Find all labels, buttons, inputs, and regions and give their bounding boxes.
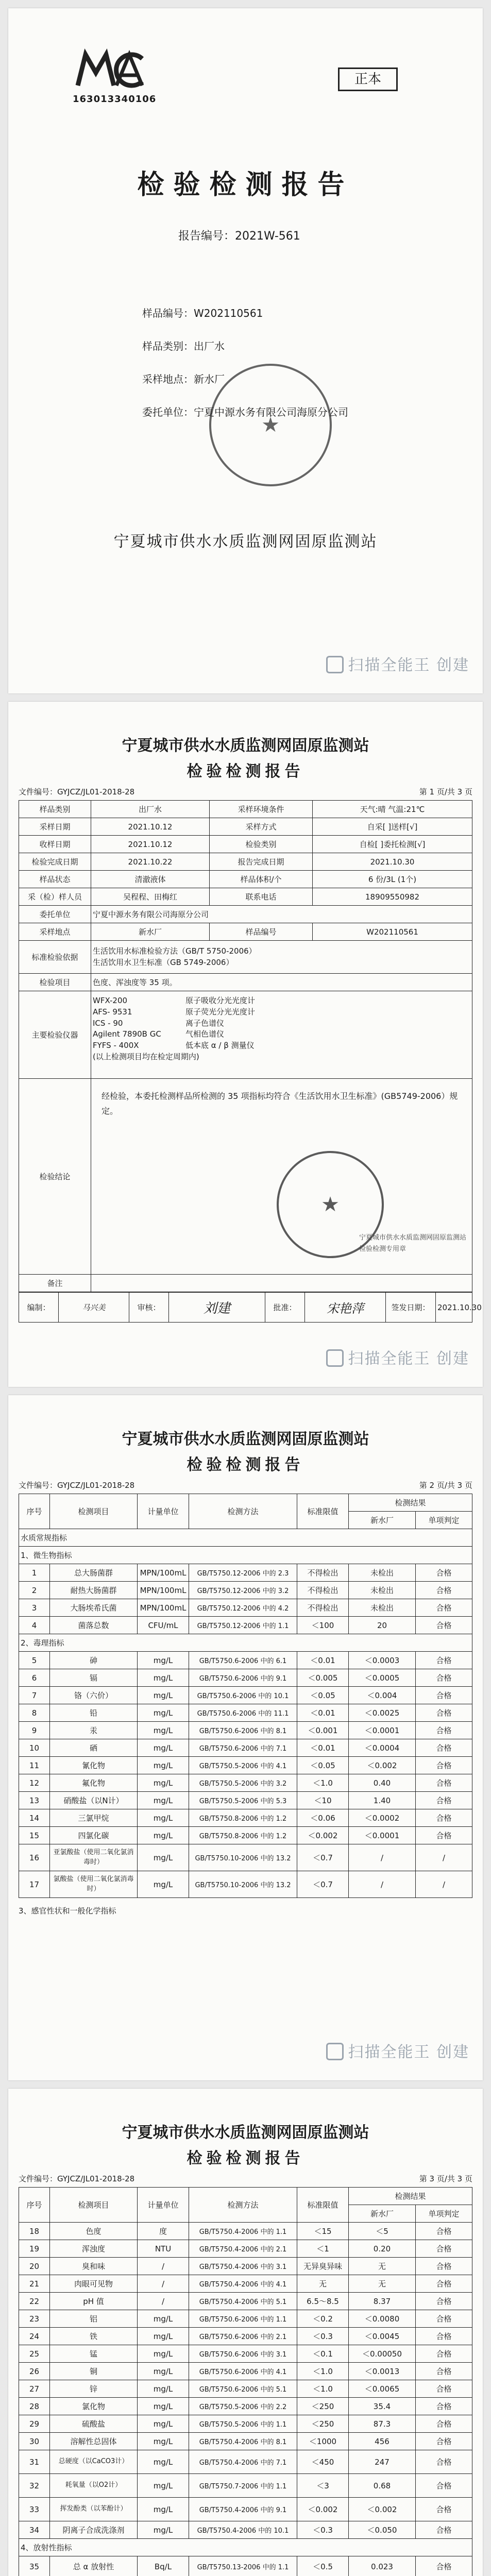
- cma-code: 163013340106: [73, 94, 157, 105]
- seal-text: 宁夏城市供水水质监测网固原监测站: [359, 1234, 467, 1242]
- page3-organization: 宁夏城市供水水质监测网固原监测站: [122, 1430, 369, 1448]
- field-sample-type: 样品类别：出厂水: [142, 340, 225, 352]
- cma-logo: [73, 49, 157, 105]
- conclusion-text: 经检验，本委托检测样品所检测的 35 项指标均符合《生活饮用水卫生标准》(GB5749-2006）规定。: [101, 1091, 458, 1116]
- page3-footer-note: 3、感官性状和一般化学指标: [19, 1906, 116, 1916]
- scanner-watermark: 扫描全能王 创建: [326, 2039, 469, 2062]
- page3-doc-number: 文件编号：GYJCZ/JL01-2018-28: [19, 1481, 135, 1490]
- section-row: 2、毒理指标: [19, 1634, 472, 1652]
- table-row: 29 硫酸盐 mg/L GB/T5750.5-2006 中的 1.1 ＜250 87.3 合格: [19, 2415, 472, 2433]
- issuing-organization: 宁夏城市供水水质监测网固原监测站: [113, 533, 378, 551]
- table-row: 15 四氯化碳 mg/L GB/T5750.8-2006 中的 1.2 ＜0.002 ＜0.0001 合格: [19, 1827, 472, 1844]
- original-badge: 正本: [338, 67, 398, 91]
- official-seal: [209, 364, 332, 486]
- table-row: 主要检验仪器 WFX-200 原子吸收分光光度计 AFS- 9531 原子荧光分光光度计 ICS - 90 离子色谱仪 Agilent 7890B GC 气相色谱仪 FYFS - 400X 低本底 α / β 测量仪 (以上检测项目均在检定周期内): [19, 991, 472, 1079]
- scanner-logo-icon: [326, 656, 344, 673]
- seal-star-icon: ★: [261, 413, 280, 437]
- table-row: 8 铅 mg/L GB/T5750.6-2006 中的 11.1 ＜0.01 ＜0.0025 合格: [19, 1704, 472, 1722]
- page2-doc-number: 文件编号：GYJCZ/JL01-2018-28: [19, 787, 135, 796]
- report-title: 检验检测报告: [137, 169, 354, 200]
- table-row: 35 总 α 放射性 Bq/L GB/T5750.13-2006 中的 1.1 ＜0.5 0.023 合格: [19, 2556, 472, 2576]
- page4-doc-number: 文件编号：GYJCZ/JL01-2018-28: [19, 2174, 135, 2183]
- table-row: 采样地点 新水厂 样品编号 W202110561: [19, 923, 472, 941]
- table-row: 20 臭和味 / GB/T5750.4-2006 中的 3.1 无异臭异味 无 合格: [19, 2258, 472, 2275]
- seal-subtext: 检验检测专用章: [359, 1245, 407, 1253]
- signature-table: 编制： 马兴美 审核： 刘建 批准： 宋艳萍 签发日期： 2021.10.30: [19, 1292, 472, 1323]
- table-row: 7 铬（六价） mg/L GB/T5750.6-2006 中的 10.1 ＜0.05 ＜0.004 合格: [19, 1687, 472, 1704]
- table-row: 采（检）样人员 吴程程、田梅红 联系电话 18909550982: [19, 888, 472, 906]
- table-row: 23 铝 mg/L GB/T5750.6-2006 中的 1.1 ＜0.2 ＜0.0080 合格: [19, 2310, 472, 2328]
- table-row: 检验结论 经检验，本委托检测样品所检测的 35 项指标均符合《生活饮用水卫生标准》(GB5749-2006）规定。 ★ 宁夏城市供水水质监测网固原监测站 检验检测专用章: [19, 1079, 472, 1275]
- table-row: 13 硝酸盐（以N计） mg/L GB/T5750.5-2006 中的 5.3 ＜10 1.40 合格: [19, 1792, 472, 1809]
- table-row: 27 锌 mg/L GB/T5750.6-2006 中的 5.1 ＜1.0 ＜0.0065 合格: [19, 2380, 472, 2398]
- table-row: 14 三氯甲烷 mg/L GB/T5750.8-2006 中的 1.2 ＜0.06 ＜0.0002 合格: [19, 1809, 472, 1827]
- summary-table: [19, 800, 472, 1292]
- table-row: 样品类别 出厂水 采样环境条件 天气:晴 气温:21℃: [19, 801, 472, 818]
- table-row: 采样日期 2021.10.12 采样方式 自采[ ]送样[√]: [19, 818, 472, 836]
- table-row: 28 氯化物 mg/L GB/T5750.5-2006 中的 2.2 ＜250 35.4 合格: [19, 2398, 472, 2415]
- table-row: 25 锰 mg/L GB/T5750.6-2006 中的 3.1 ＜0.1 ＜0.00050 合格: [19, 2345, 472, 2363]
- seal-star-icon: ★: [321, 1193, 340, 1216]
- table-row: 34 阴离子合成洗涤剂 mg/L GB/T5750.4-2006 中的 10.1 ＜0.3 ＜0.050 合格: [19, 2521, 472, 2539]
- table-row: 18 色度 度 GB/T5750.4-2006 中的 1.1 ＜15 ＜5 合格: [19, 2223, 472, 2240]
- table-row: 32 耗氧量（以O2计） mg/L GB/T5750.7-2006 中的 1.1 ＜3 0.68 合格: [19, 2474, 472, 2498]
- table-row: 26 铜 mg/L GB/T5750.6-2006 中的 4.1 ＜1.0 ＜0.0013 合格: [19, 2363, 472, 2380]
- page4-page-number: 第 3 页/共 3 页: [419, 2174, 472, 2183]
- table-row: 10 硒 mg/L GB/T5750.6-2006 中的 7.1 ＜0.01 ＜0.0004 合格: [19, 1739, 472, 1757]
- table-row: 2 耐热大肠菌群 MPN/100mL GB/T5750.12-2006 中的 3.2 不得检出 未检出 合格: [19, 1582, 472, 1599]
- table-row: 收样日期 2021.10.12 检验类别 自检[ ]委托检测[√]: [19, 836, 472, 853]
- table-row: 标准检验依据 生活饮用水标准检验方法（GB/T 5750-2006） 生活饮用水卫生标准（GB 5749-2006）: [19, 941, 472, 974]
- table-row: 12 氟化物 mg/L GB/T5750.5-2006 中的 3.2 ＜1.0 0.40 合格: [19, 1774, 472, 1792]
- cover-page: [8, 8, 483, 693]
- table-row: 备注: [19, 1275, 472, 1292]
- results-page-2: [8, 2089, 483, 2576]
- field-client: 委托单位：宁夏中源水务有限公司海原分公司: [142, 406, 348, 418]
- table-row: 委托单位 宁夏中源水务有限公司海原分公司: [19, 906, 472, 923]
- table-row: 检验项目 色度、浑浊度等 35 项。: [19, 974, 472, 991]
- field-sample-site: 采样地点：新水厂: [142, 373, 225, 385]
- page2-title: 检验检测报告: [187, 762, 304, 781]
- table-row: 6 镉 mg/L GB/T5750.6-2006 中的 9.1 ＜0.005 ＜0.0005 合格: [19, 1669, 472, 1687]
- table-row: 4 菌落总数 CFU/mL GB/T5750.12-2006 中的 1.1 ＜100 20 合格: [19, 1617, 472, 1634]
- table-row: 17 氯酸盐（使用二氧化氯消毒时） mg/L GB/T5750.10-2006 中的 13.2 ＜0.7 / /: [19, 1871, 472, 1898]
- table-row: 22 pH 值 / GB/T5750.4-2006 中的 5.1 6.5～8.5 8.37 合格: [19, 2293, 472, 2310]
- table-row: 11 氰化物 mg/L GB/T5750.5-2006 中的 4.1 ＜0.05 ＜0.002 合格: [19, 1757, 472, 1774]
- scanner-logo-icon: [326, 2043, 344, 2060]
- table-row: 21 肉眼可见物 / GB/T5750.4-2006 中的 4.1 无 无 合格: [19, 2275, 472, 2293]
- section-row: 4、放射性指标: [19, 2539, 472, 2556]
- page4-organization: 宁夏城市供水水质监测网固原监测站: [122, 2124, 369, 2142]
- summary-page: [8, 702, 483, 1387]
- table-row: 30 溶解性总固体 mg/L GB/T5750.4-2006 中的 8.1 ＜1000 456 合格: [19, 2433, 472, 2450]
- table-row: 3 大肠埃希氏菌 MPN/100mL GB/T5750.12-2006 中的 4.2 不得检出 未检出 合格: [19, 1599, 472, 1617]
- table-row: 31 总硬度（以CaCO3计） mg/L GB/T5750.4-2006 中的 7.1 ＜450 247 合格: [19, 2450, 472, 2474]
- page3-title: 检验检测报告: [187, 1456, 304, 1474]
- table-row: 19 浑浊度 NTU GB/T5750.4-2006 中的 2.1 ＜1 0.20 合格: [19, 2240, 472, 2258]
- table-row: 33 挥发酚类（以苯酚计） mg/L GB/T5750.4-2006 中的 9.1 ＜0.002 ＜0.002 合格: [19, 2498, 472, 2521]
- table-row: 检验完成日期 2021.10.22 报告完成日期 2021.10.30: [19, 853, 472, 871]
- section-row: 1、微生物指标: [19, 1547, 472, 1564]
- table-row: 5 砷 mg/L GB/T5750.6-2006 中的 6.1 ＜0.01 ＜0.0003 合格: [19, 1652, 472, 1669]
- table-row: 9 汞 mg/L GB/T5750.6-2006 中的 8.1 ＜0.001 ＜0.0001 合格: [19, 1722, 472, 1739]
- results-table-1: 序号 检测项目 计量单位 检测方法 标准限值 检测结果 新水厂 单项判定 水质常规指标 1、微生物指标 1 总大肠菌群 MPN/100mL GB/T5750.12-2006 中的 2.3 不得检出 未检出 合格 2 耐热大肠菌群 MPN/100mL GB/T5750.12-2006 中的 3.2 不得检出 未检出 合格 3 大肠埃希氏菌 MPN/100mL GB/T5750.12-2006 中的 4.2 不得检出 未检出 合格 4 菌落总数 CFU/mL GB/T5750.12-2006 中的 1.1 ＜100 20 合格 2、毒理指标 5 砷 mg/L GB/T5750.6-2006 中的 6.1 ＜0.01 ＜0.0003 合格 6 镉 mg/L GB/T5750.6-2006 中的 9.1 ＜0.005 ＜0.0005 合格 7 铬（六价） mg/L GB/T5750.6-2006 中的 10.1 ＜0.05 ＜0.004 合格 8 铅 mg/L GB/T5750.6-2006 中的 11.1 ＜0.01 ＜0.0025 合格 9 汞 mg/L GB/T5750.6-2006 中的 8.1 ＜0.001 ＜0.0001 合格 10 硒 mg/L GB/T5750.6-2006 中的 7.1 ＜0.01 ＜0.0004 合格 11 氰化物 mg/L GB/T5750.5-2006 中的 4.1 ＜0.05 ＜0.002 合格 12 氟化物 mg/L GB/T5750.5-2006 中的 3.2 ＜1.0 0.40 合格 13 硝酸盐（以N计） mg/L GB/T5750.5-2006 中的 5.3 ＜10 1.40 合格 14 三氯甲烷 mg/L GB/T5750.8-2006 中的 1.2 ＜0.06 ＜0.0002 合格 15 四氯化碳 mg/L GB/T5750.8-2006 中的 1.2 ＜0.002 ＜0.0001 合格 16 亚氯酸盐（使用二氧化氯消毒时） mg/L GB/T5750.10-2006 中的 13.2 ＜0.7 / / 17 氯酸盐（使用二氧化氯消毒时） mg/L GB/T5750.10-2006 中的 13.2 ＜0.7 / /: [19, 1494, 472, 1898]
- page2-organization: 宁夏城市供水水质监测网固原监测站: [122, 737, 369, 755]
- page2-page-number: 第 1 页/共 3 页: [419, 787, 472, 796]
- page4-title: 检验检测报告: [187, 2149, 304, 2167]
- page3-page-number: 第 2 页/共 3 页: [419, 1481, 472, 1490]
- report-number: 报告编号：2021W-561: [178, 230, 300, 243]
- table-row: 样品状态 清澈液体 样品体积/个 6 份/3L (1个): [19, 871, 472, 888]
- results-page-1: [8, 1395, 483, 2080]
- table-row: 1 总大肠菌群 MPN/100mL GB/T5750.12-2006 中的 2.3 不得检出 未检出 合格: [19, 1564, 472, 1582]
- cma-mark-icon: [73, 49, 155, 91]
- scanner-watermark: 扫描全能王 创建: [326, 652, 469, 675]
- table-row: 24 铁 mg/L GB/T5750.6-2006 中的 2.1 ＜0.3 ＜0.0045 合格: [19, 2328, 472, 2345]
- table-row: 16 亚氯酸盐（使用二氧化氯消毒时） mg/L GB/T5750.10-2006 中的 13.2 ＜0.7 / /: [19, 1844, 472, 1871]
- scanner-watermark: 扫描全能王 创建: [326, 1346, 469, 1368]
- field-sample-no: 样品编号：W202110561: [142, 307, 263, 319]
- scanner-logo-icon: [326, 1349, 344, 1367]
- results-table-2: 序号 检测项目 计量单位 检测方法 标准限值 检测结果 新水厂 单项判定 18 色度 度 GB/T5750.4-2006 中的 1.1 ＜15 ＜5 合格 19 浑浊度 NTU GB/T5750.4-2006 中的 2.1 ＜1 0.20 合格 20 臭和味 / GB/T5750.4-2006 中的 3.1 无异臭异味 无 合格 21 肉眼可见物 / GB/T5750.4-2006 中的 4.1 无 无 合格 22 pH 值 / GB/T5750.4-2006 中的 5.1 6.5～8.5 8.37 合格 23 铝 mg/L GB/T5750.6-2006 中的 1.1 ＜0.2 ＜0.0080 合格 24 铁 mg/L GB/T5750.6-2006 中的 2.1 ＜0.3 ＜0.0045 合格 25 锰 mg/L GB/T5750.6-2006 中的 3.1 ＜0.1 ＜0.00050 合格 26 铜 mg/L GB/T5750.6-2006 中的 4.1 ＜1.0 ＜0.0013 合格 27 锌 mg/L GB/T5750.6-2006 中的 5.1 ＜1.0 ＜0.0065 合格 28 氯化物 mg/L GB/T5750.5-2006 中的 2.2 ＜250 35.4 合格 29 硫酸盐 mg/L GB/T5750.5-2006 中的 1.1 ＜250 87.3 合格 30 溶解性总固体 mg/L GB/T5750.4-2006 中的 8.1 ＜1000 456 合格 31 总硬度（以CaCO3计） mg/L GB/T5750.4-2006 中的 7.1 ＜450 247 合格 32 耗氧量（以O2计） mg/L GB/T5750.7-2006 中的 1.1 ＜3 0.68 合格 33 挥发酚类（以苯酚计） mg/L GB/T5750.4-2006 中的 9.1 ＜0.002 ＜0.002 合格 34 阴离子合成洗涤剂 mg/L GB/T5750.4-2006 中的 10.1 ＜0.3 ＜0.050 合格 4、放射性指标 35 总 α 放射性 Bq/L GB/T5750.13-2006 中的 1.1 ＜0.5 0.023 合格: [19, 2187, 472, 2576]
